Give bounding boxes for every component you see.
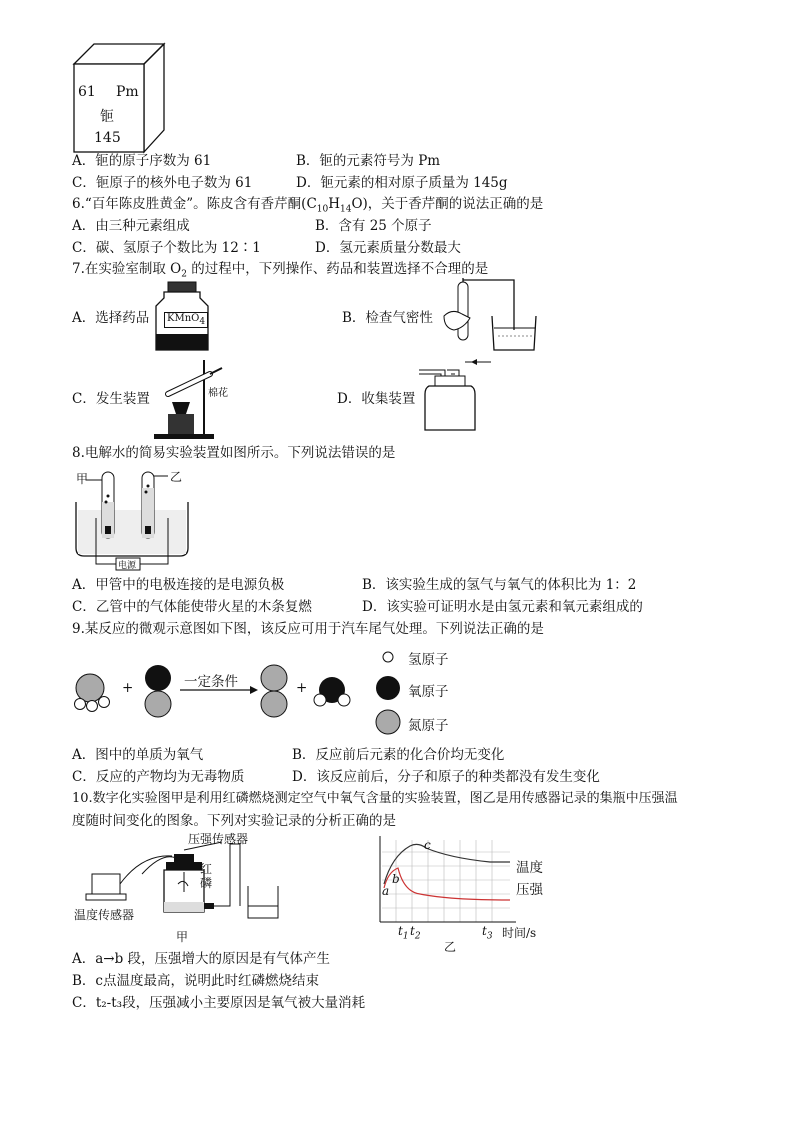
label-yi: 乙 (170, 470, 183, 484)
point-a: a (382, 884, 390, 898)
point-b: b (392, 872, 400, 886)
tick-t2 (410, 924, 421, 941)
q10-option-b: B．c点温度最高，说明此时红磷燃烧结束 (72, 973, 319, 989)
tick-t3-t: t (482, 924, 487, 938)
legend-oxygen: 氧原子 (408, 684, 449, 700)
q7-stem-b: 的过程中，下列操作、药品和装置选择不合理的是 (186, 261, 489, 277)
q6-stem-b: H (328, 196, 341, 212)
q8-option-b: B．该实验生成的氢气与氧气的体积比为 1：2 (362, 577, 637, 593)
tick-t3-sub: 3 (486, 931, 493, 942)
collection-apparatus-figure (415, 358, 495, 434)
condition-label: 一定条件 (184, 674, 238, 690)
q6-sub-c: 10 (316, 204, 329, 215)
pressure-temp-chart (370, 832, 560, 954)
cotton-label: 棉花 (208, 388, 228, 399)
airtight-check-figure (440, 278, 540, 352)
electrolysis-figure (72, 466, 202, 572)
q7-stem-a: 7.在实验室制取 O (72, 261, 182, 277)
q5-option-d: D．钷元素的相对原子质量为 145g (296, 175, 508, 191)
q10-stem-line1: 10.数字化实验图甲是利用红磷燃烧测定空气中氧气含量的实验装置，图乙是用传感器记录的集瓶中压强温 (72, 791, 678, 806)
q5-option-a: A．钷的原子序数为 61 (72, 153, 212, 169)
tick-t1-t: t (398, 924, 403, 938)
generation-apparatus-figure (150, 354, 270, 440)
q8-option-a: A．甲管中的电极连接的是电源负极 (72, 577, 285, 593)
plus-1: + (122, 680, 134, 696)
q7-option-d: D．收集装置 (337, 391, 416, 407)
q10-stem-line2: 度随时间变化的图象。下列对实验记录的分析正确的是 (72, 813, 396, 829)
element-number: 61 (78, 84, 96, 100)
legend-pressure: 压强 (516, 882, 543, 898)
q9-option-a: A．图中的单质为氧气 (72, 747, 204, 763)
element-box (72, 42, 166, 154)
reaction-diagram (70, 644, 570, 738)
q9-option-b: B．反应前后元素的化合价均无变化 (292, 747, 505, 763)
q6-option-b: B．含有 25 个原子 (315, 218, 432, 234)
q8-stem: 8.电解水的简易实验装置如图所示。下列说法错误的是 (72, 445, 396, 461)
q6-stem (72, 195, 543, 219)
q7-stem (72, 260, 488, 284)
figure-jia-label: 甲 (176, 930, 189, 944)
q7-option-b: B．检查气密性 (342, 310, 433, 326)
q6-stem-c: O)，关于香芹酮的说法正确的是 (351, 196, 544, 212)
legend-nitrogen: 氮原子 (408, 718, 449, 734)
element-name: 钷 (100, 109, 114, 125)
x-axis-label: 时间/s (502, 926, 537, 940)
q6-option-d: D．氢元素质量分数最大 (315, 240, 461, 256)
tick-t2-sub: 2 (414, 931, 421, 942)
q7-option-a: A．选择药品 (72, 310, 150, 326)
q6-option-c: C．碳、氢原子个数比为 12∶1 (72, 240, 261, 256)
plus-2: + (296, 680, 308, 696)
q9-option-d: D．该反应前后，分子和原子的种类都没有发生变化 (292, 769, 600, 785)
q5-option-b: B．钷的元素符号为 Pm (296, 153, 441, 169)
reagent-bottle-figure (150, 280, 214, 354)
tick-t3 (482, 924, 493, 941)
legend-temperature: 温度 (516, 860, 543, 876)
q7-sub: 2 (181, 269, 187, 280)
q10-option-c: C．t₂-t₃段，压强减小主要原因是氧气被大量消耗 (72, 995, 366, 1011)
figure-yi-label: 乙 (444, 940, 457, 954)
q10-option-a: A．a→b 段，压强增大的原因是有气体产生 (72, 951, 331, 967)
q6-option-a: A．由三种元素组成 (72, 218, 190, 234)
red-phosphorus-label: 红磷 (200, 862, 213, 890)
q6-stem-a: 6.“百年陈皮胜黄金”。陈皮含有香芹酮(C (72, 196, 317, 212)
tick-t1-sub: 1 (402, 931, 409, 942)
q6-sub-h: 14 (340, 204, 352, 215)
label-jia: 甲 (76, 472, 89, 486)
q7-option-c: C．发生装置 (72, 391, 150, 407)
tick-t1 (398, 924, 409, 941)
element-mass: 145 (94, 130, 121, 146)
point-c: c (424, 838, 431, 852)
power-label: 电源 (118, 561, 137, 571)
tick-t2-t: t (410, 924, 415, 938)
temp-sensor-label: 温度传感器 (74, 908, 135, 922)
reagent-sub: 4 (199, 317, 206, 327)
q8-option-c: C．乙管中的气体能使带火星的木条复燃 (72, 599, 312, 615)
q8-option-d: D．该实验可证明水是由氢元素和氧元素组成的 (362, 599, 643, 615)
legend-hydrogen: 氢原子 (408, 652, 449, 668)
q9-stem: 9.某反应的微观示意图如下图，该反应可用于汽车尾气处理。下列说法正确的是 (72, 621, 544, 637)
q5-option-c: C．钷原子的核外电子数为 61 (72, 175, 253, 191)
reagent-text: KMnO (167, 313, 200, 324)
phosphorus-apparatus-figure (72, 832, 302, 948)
reagent-label (164, 312, 208, 328)
element-symbol: Pm (116, 84, 139, 100)
q9-option-c: C．反应的产物均为无毒物质 (72, 769, 245, 785)
pressure-sensor-label: 压强传感器 (188, 832, 249, 846)
